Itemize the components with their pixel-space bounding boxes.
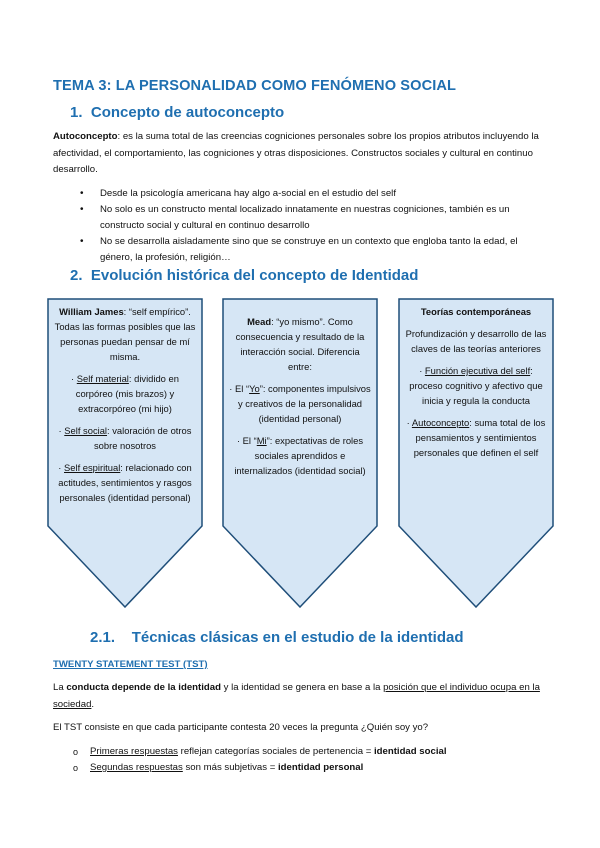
box-item [404, 363, 548, 408]
box-item [228, 381, 372, 426]
section-2-heading [70, 267, 418, 284]
box-mead [222, 298, 378, 608]
item-text: : dividido en corpóreo (mis brazos) y extracorpóreo (mi hijo) [75, 373, 179, 414]
item-prefix: · El “ [236, 435, 257, 446]
p1-end: . [91, 698, 95, 710]
bullet-icon: • [80, 204, 84, 215]
item-prefix: · [419, 365, 425, 376]
item-text: ”: componentes impulsivos y creativos de la personalidad (identidad personal) [237, 383, 371, 424]
item-term: Self espiritual [64, 462, 121, 473]
box-item [228, 433, 372, 478]
box-item [53, 460, 197, 505]
item-prefix: · [58, 462, 65, 473]
section-1-number: 1. [70, 104, 83, 121]
bullet-icon: • [80, 188, 84, 199]
box-name: William James [59, 306, 124, 317]
document-title: TEMA 3: LA PERSONALIDAD COMO FENÓMENO SOCIAL [53, 78, 457, 94]
item-term: Segundas respuestas [90, 762, 183, 773]
tst-subtitle: TWENTY STATEMENT TEST (TST) [53, 659, 208, 670]
bullet-text: Desde la psicología americana hay algo a-social en el estudio del self [100, 188, 396, 199]
item-text: reflejan categorías sociales de pertenencia = [177, 746, 374, 757]
list-item [80, 234, 550, 266]
box-item [53, 423, 197, 453]
item-prefix: · [71, 373, 77, 384]
section-2-1-heading [90, 629, 464, 646]
box-intro-text: : “self empírico”. Todas las formas posibles que las personas puedan pensar de mí misma. [54, 306, 196, 362]
autoconcepto-term: Autoconcepto [53, 131, 118, 142]
tst-response-list [73, 744, 550, 776]
item-text: : valoración de otros sobre nosotros [93, 425, 192, 451]
item-text: : relacionado con actitudes, sentimientos y rasgos personales (identidad personal) [58, 462, 192, 503]
circle-bullet-icon: o [73, 763, 79, 773]
item-text: son más subjetivas = [182, 762, 278, 773]
autoconcepto-definition [53, 129, 553, 179]
box-item [53, 371, 197, 416]
item-term: Self material [76, 373, 129, 384]
bullet-icon: • [80, 236, 84, 247]
box-intro [53, 304, 197, 364]
item-term: Autoconcepto [411, 417, 470, 428]
list-item [73, 744, 550, 760]
list-item [80, 186, 550, 202]
section-1-heading [70, 104, 284, 121]
item-text: : suma total de los pensamientos y sentimientos personales que definen el self [413, 417, 546, 458]
p1-underline: posición que el individuo ocupa en la sociedad [53, 682, 540, 710]
box-intro: Profundización y desarrollo de las claves de las teorías anteriores [405, 328, 547, 354]
item-prefix: · [58, 425, 65, 436]
section-2-title: Evolución histórica del concepto de Identidad [90, 267, 419, 284]
item-term: Yo [249, 383, 260, 394]
bullet-text: No se desarrolla aisladamente sino que se construye en un contexto que engloba tanto la edad, el género, la profesión, religión… [100, 236, 518, 263]
section-1-title: Concepto de autoconcepto [90, 104, 285, 121]
tst-paragraph-2: El TST consiste en que cada participante contesta 20 veces la pregunta ¿Quién soy yo? [53, 722, 429, 733]
p1-bold: conducta depende de la identidad [66, 682, 221, 693]
item-text: : proceso cognitivo y afectivo que inicia y regula la conducta [409, 365, 543, 406]
item-bold: identidad personal [278, 762, 364, 773]
p1-pre: La [53, 682, 67, 693]
item-term: Función ejecutiva del self [424, 365, 531, 376]
item-prefix: · [406, 417, 412, 428]
box-intro-text: : “yo mismo”. Como consecuencia y resultado de la interacción social. Diferencia entre: [235, 316, 365, 372]
box-item [404, 415, 548, 460]
item-prefix: · El “ [229, 383, 250, 394]
section-2-1-number: 2.1. [90, 629, 116, 646]
section-2-1-title: Técnicas clásicas en el estudio de la identidad [131, 629, 464, 646]
item-text: ”: expectativas de roles sociales aprendidos e internalizados (identidad social) [234, 435, 366, 476]
item-term: Primeras respuestas [90, 746, 178, 757]
box-name: Mead [247, 316, 272, 327]
box-content [53, 304, 197, 512]
list-item [73, 760, 550, 776]
item-term: Self social [64, 425, 108, 436]
box-william-james [47, 298, 203, 608]
box-name-line [404, 304, 548, 319]
list-item [80, 202, 550, 234]
box-content [228, 314, 372, 485]
autoconcepto-text: : es la suma total de las creencias cogniciones personales sobre los propios atributos incluyendo la afectividad, el comportamiento, las cogniciones y otras disposiciones. Constructos sociales y cultural en continuo desarrollo. [53, 131, 539, 175]
p1-mid: y la identidad se genera en base a la [220, 682, 384, 693]
box-name: Teorías contemporáneas [420, 306, 532, 317]
item-bold: identidad social [373, 746, 447, 757]
circle-bullet-icon: o [73, 747, 79, 757]
box-intro [228, 314, 372, 374]
box-content [404, 304, 548, 467]
section-2-number: 2. [70, 267, 83, 284]
item-term: Mi [256, 435, 267, 446]
box-teorias-contemporaneas [398, 298, 554, 608]
section-1-bullet-list [80, 186, 550, 266]
tst-paragraph-1 [53, 680, 553, 713]
bullet-text: No solo es un constructo mental localizado innatamente en nuestras cogniciones, también es un constructo social y cultural en continuo desarrollo [100, 204, 510, 231]
